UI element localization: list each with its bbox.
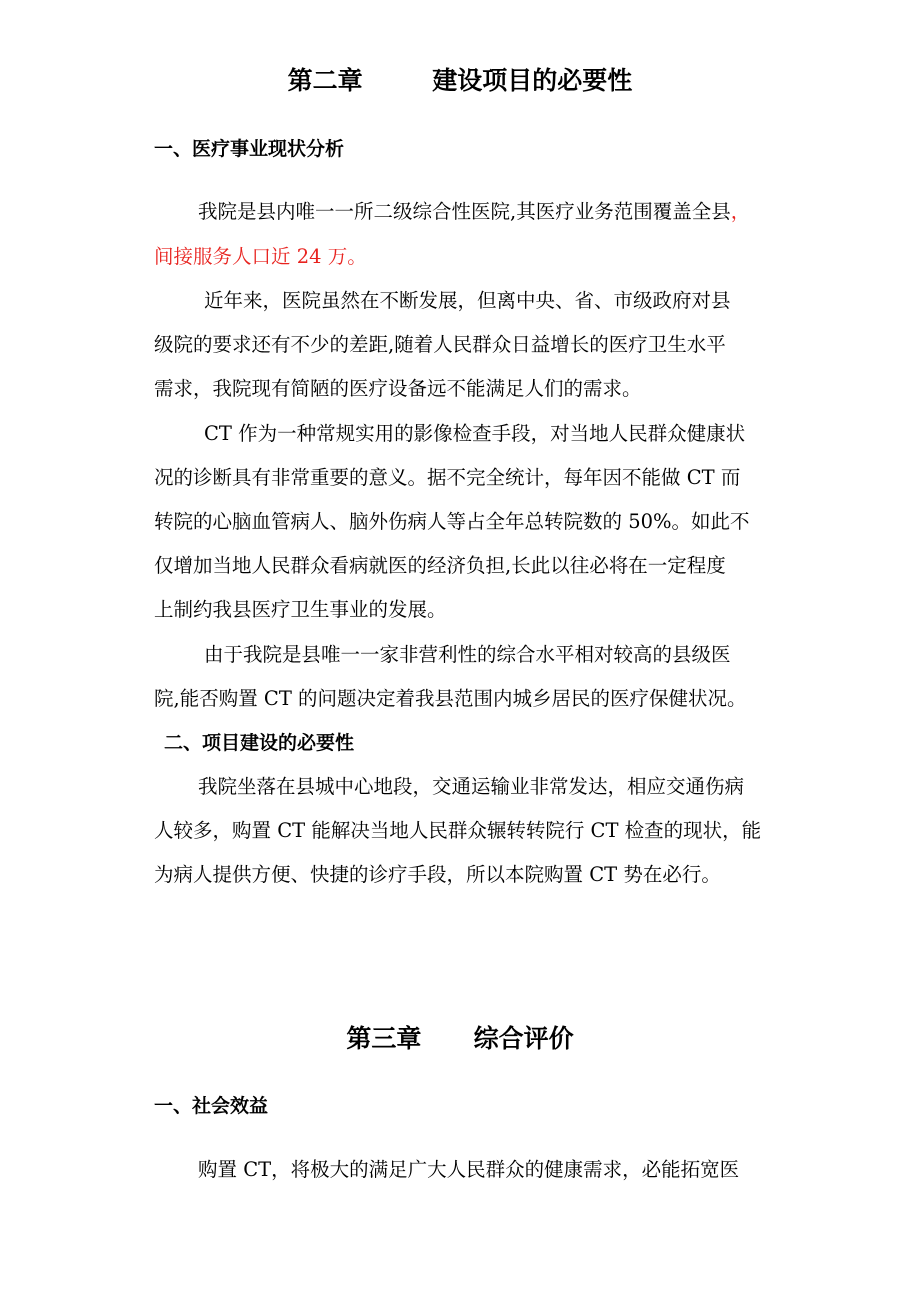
- paragraph-line: CT 作为一种常规实用的影像检查手段，对当地人民群众健康状: [204, 422, 746, 445]
- paragraph-line: [198, 199, 750, 225]
- highlighted-paragraph-line: 间接服务人口近 24 万。: [154, 245, 367, 268]
- text-span: 我院是县内唯一一所二级综合性医院,其医疗业务范围覆盖全县: [198, 200, 731, 223]
- paragraph-line: 级院的要求还有不少的差距,随着人民群众日益增长的医疗卫生水平: [154, 333, 726, 356]
- paragraph-line: 我院坐落在县城中心地段，交通运输业非常发达，相应交通伤病: [198, 775, 745, 798]
- paragraph-line: 近年来，医院虽然在不断发展，但离中央、省、市级政府对县: [204, 289, 731, 312]
- highlighted-text: ，: [730, 200, 751, 223]
- paragraph-line: 为病人提供方便、快捷的诊疗手段，所以本院购置 CT 势在必行。: [154, 863, 721, 886]
- paragraph-line: 况的诊断具有非常重要的意义。据不完全统计，每年因不能做 CT 而: [154, 466, 741, 489]
- section-heading-social-benefit: 一、社会效益: [154, 1095, 269, 1117]
- chapter-3-title: 第三章 综合评价: [346, 1024, 574, 1053]
- section-heading-medical-status: 一、医疗事业现状分析: [154, 138, 345, 160]
- paragraph-line: 需求，我院现有简陋的医疗设备远不能满足人们的需求。: [154, 377, 642, 400]
- paragraph-line: 上制约我县医疗卫生事业的发展。: [154, 598, 447, 621]
- chapter-2-title: 第二章 建设项目的必要性: [287, 66, 633, 95]
- paragraph-line: 仅增加当地人民群众看病就医的经济负担,长此以往必将在一定程度: [154, 554, 726, 577]
- paragraph-line: 转院的心脑血管病人、脑外伤病人等占全年总转院数的 50%。如此不: [154, 510, 750, 533]
- paragraph-line: 购置 CT，将极大的满足广大人民群众的健康需求，必能拓宽医: [198, 1158, 740, 1181]
- paragraph-line: 人较多，购置 CT 能解决当地人民群众辗转转院行 CT 检查的现状，能: [154, 819, 762, 842]
- section-heading-project-necessity: 二、项目建设的必要性: [164, 732, 355, 754]
- paragraph-line: 由于我院是县唯一一家非营利性的综合水平相对较高的县级医: [204, 643, 731, 666]
- paragraph-line: 院,能否购置 CT 的问题决定着我县范围内城乡居民的医疗保健状况。: [154, 687, 747, 710]
